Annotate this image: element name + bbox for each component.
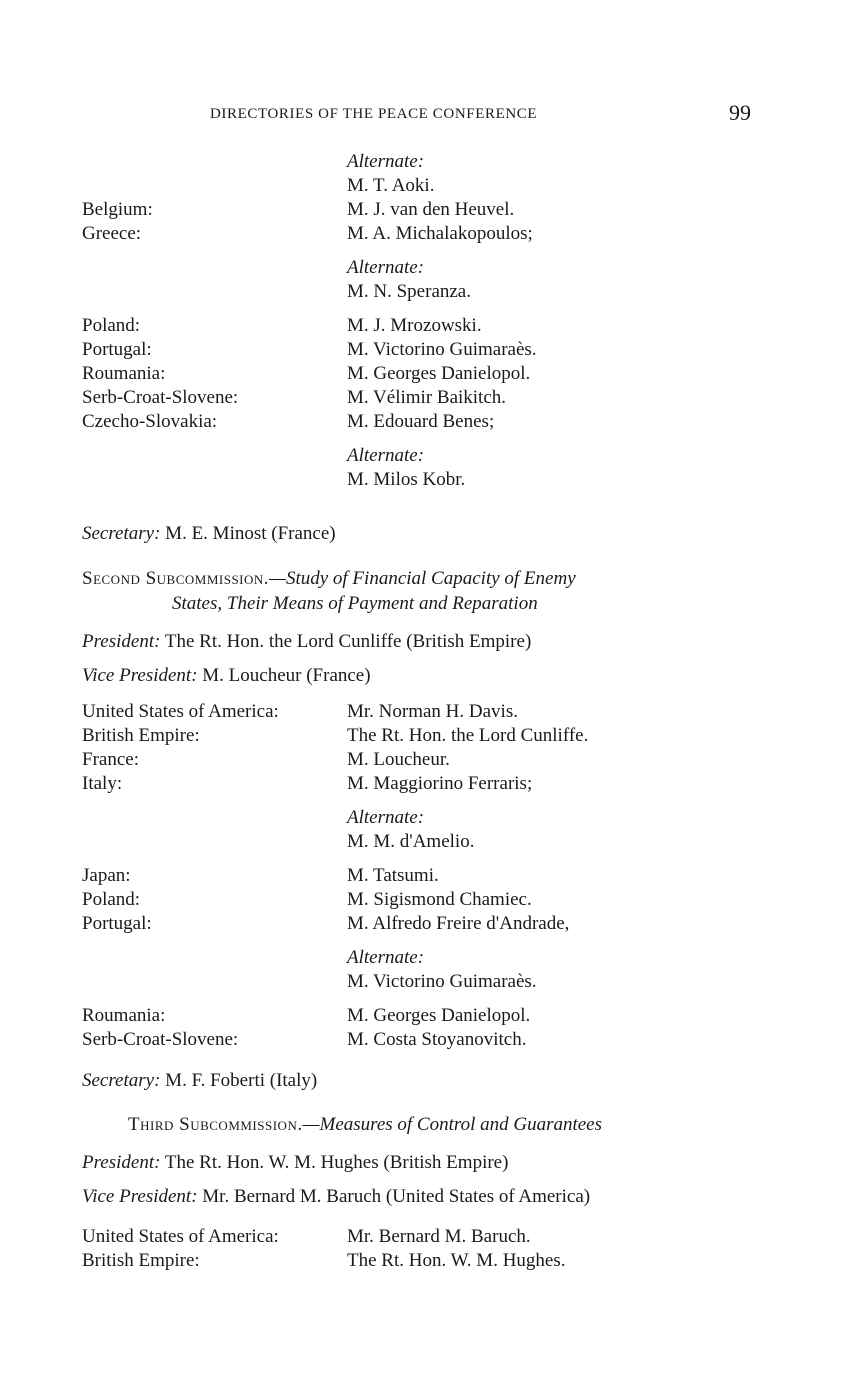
row-spacer	[82, 936, 772, 946]
country-label: Poland:	[82, 889, 141, 910]
member-row	[82, 256, 772, 280]
member-row	[82, 748, 772, 772]
member-row	[82, 410, 772, 434]
secretary-value: M. E. Minost (France)	[165, 523, 336, 544]
second-subcommission-title-line1	[82, 567, 576, 591]
country-label: Serb-Croat-Slovene:	[82, 1029, 239, 1050]
secretary-second	[82, 1069, 317, 1093]
member-row	[82, 150, 772, 174]
country-label: Czecho-Slovakia:	[82, 411, 218, 432]
alternate-label: Alternate:	[347, 257, 425, 278]
delegate-name: M. Sigismond Chamiec.	[347, 889, 532, 910]
delegate-name: M. N. Speranza.	[347, 281, 471, 302]
country-label: British Empire:	[82, 1250, 200, 1271]
country-label: Greece:	[82, 223, 142, 244]
president-value: The Rt. Hon. W. M. Hughes (British Empire)	[164, 1152, 509, 1173]
country-label: British Empire:	[82, 725, 200, 746]
delegate-name: M. T. Aoki.	[347, 175, 435, 196]
delegate-name: M. Vélimir Baikitch.	[347, 387, 507, 408]
member-row	[82, 468, 772, 492]
row-spacer	[82, 994, 772, 1004]
delegate-name: M. Alfredo Freire d'Andrade,	[347, 913, 570, 934]
delegate-name: The Rt. Hon. W. M. Hughes.	[347, 1250, 566, 1271]
delegate-name: M. Tatsumi.	[347, 865, 439, 886]
member-row	[82, 772, 772, 796]
alternate-label: Alternate:	[347, 151, 425, 172]
vice-president-label: Vice President:	[82, 665, 198, 686]
second-president	[82, 630, 531, 654]
delegate-name: M. Loucheur.	[347, 749, 450, 770]
president-label: President:	[82, 1152, 161, 1173]
alternate-label: Alternate:	[347, 445, 425, 466]
delegate-name: M. A. Michalakopoulos;	[347, 223, 533, 244]
country-label: France:	[82, 749, 139, 770]
row-spacer	[82, 246, 772, 256]
member-row	[82, 280, 772, 304]
member-row	[82, 1028, 772, 1052]
country-label: Italy:	[82, 773, 123, 794]
second-subcommission-members	[82, 700, 772, 1052]
secretary-value: M. F. Foberti (Italy)	[165, 1070, 318, 1091]
delegate-name: M. Edouard Benes;	[347, 411, 495, 432]
delegate-name: Mr. Norman H. Davis.	[347, 701, 518, 722]
member-row	[82, 724, 772, 748]
third-president	[82, 1151, 508, 1175]
delegate-name: M. Maggiorino Ferraris;	[347, 773, 533, 794]
third-subcommission-title	[128, 1113, 602, 1137]
delegate-name: M. Costa Stoyanovitch.	[347, 1029, 527, 1050]
country-label: United States of America:	[82, 701, 279, 722]
country-label: Roumania:	[82, 1005, 166, 1026]
first-subcommission-members	[82, 150, 772, 492]
country-label: Portugal:	[82, 339, 152, 360]
member-row	[82, 444, 772, 468]
second-subcommission-subject-1: —Study of Financial Capacity of Enemy	[269, 568, 576, 589]
member-row	[82, 174, 772, 198]
delegate-name: M. Georges Danielopol.	[347, 1005, 531, 1026]
delegate-name: Mr. Bernard M. Baruch.	[347, 1226, 531, 1247]
member-row	[82, 912, 772, 936]
page-number: 99	[729, 100, 751, 125]
member-row	[82, 1249, 772, 1273]
secretary-first	[82, 522, 336, 546]
member-row	[82, 864, 772, 888]
third-subcommission-subject: —Measures of Control and Guarantees	[302, 1114, 603, 1135]
page-header	[0, 100, 850, 130]
member-row	[82, 386, 772, 410]
delegate-name: M. Victorino Guimaraès.	[347, 339, 537, 360]
member-row	[82, 362, 772, 386]
member-row	[82, 888, 772, 912]
country-label: United States of America:	[82, 1226, 279, 1247]
country-label: Portugal:	[82, 913, 152, 934]
row-spacer	[82, 434, 772, 444]
running-head: DIRECTORIES OF THE PEACE CONFERENCE	[210, 106, 538, 122]
member-row	[82, 700, 772, 724]
country-label: Roumania:	[82, 363, 166, 384]
member-row	[82, 970, 772, 994]
second-subcommission-subject-2: States, Their Means of Payment and Reparation	[172, 593, 538, 614]
delegate-name: M. M. d'Amelio.	[347, 831, 475, 852]
vice-president-label: Vice President:	[82, 1186, 198, 1207]
delegate-name: M. Victorino Guimaraès.	[347, 971, 537, 992]
row-spacer	[82, 304, 772, 314]
delegate-name: M. Milos Kobr.	[347, 469, 466, 490]
second-vice-president	[82, 664, 371, 688]
third-subcommission-label: Third Subcommission.	[128, 1114, 303, 1135]
member-row	[82, 830, 772, 854]
secretary-label: Secretary:	[82, 1070, 161, 1091]
member-row	[82, 946, 772, 970]
member-row	[82, 314, 772, 338]
vice-president-value: Mr. Bernard M. Baruch (United States of America)	[202, 1186, 591, 1207]
country-label: Japan:	[82, 865, 131, 886]
secretary-label: Secretary:	[82, 523, 161, 544]
row-spacer	[82, 796, 772, 806]
delegate-name: M. J. Mrozowski.	[347, 315, 482, 336]
member-row	[82, 198, 772, 222]
member-row	[82, 806, 772, 830]
alternate-label: Alternate:	[347, 807, 425, 828]
vice-president-value: M. Loucheur (France)	[202, 665, 371, 686]
third-subcommission-members	[82, 1225, 772, 1273]
delegate-name: M. J. van den Heuvel.	[347, 199, 515, 220]
member-row	[82, 1225, 772, 1249]
country-label: Poland:	[82, 315, 141, 336]
member-row	[82, 338, 772, 362]
delegate-name: M. Georges Danielopol.	[347, 363, 531, 384]
member-row	[82, 1004, 772, 1028]
member-row	[82, 222, 772, 246]
row-spacer	[82, 854, 772, 864]
alternate-label: Alternate:	[347, 947, 425, 968]
delegate-name: The Rt. Hon. the Lord Cunliffe.	[347, 725, 589, 746]
country-label: Serb-Croat-Slovene:	[82, 387, 239, 408]
third-vice-president	[82, 1185, 590, 1209]
president-value: The Rt. Hon. the Lord Cunliffe (British Empire)	[164, 631, 532, 652]
country-label: Belgium:	[82, 199, 153, 220]
president-label: President:	[82, 631, 161, 652]
second-subcommission-label: Second Subcommission.	[82, 568, 270, 589]
